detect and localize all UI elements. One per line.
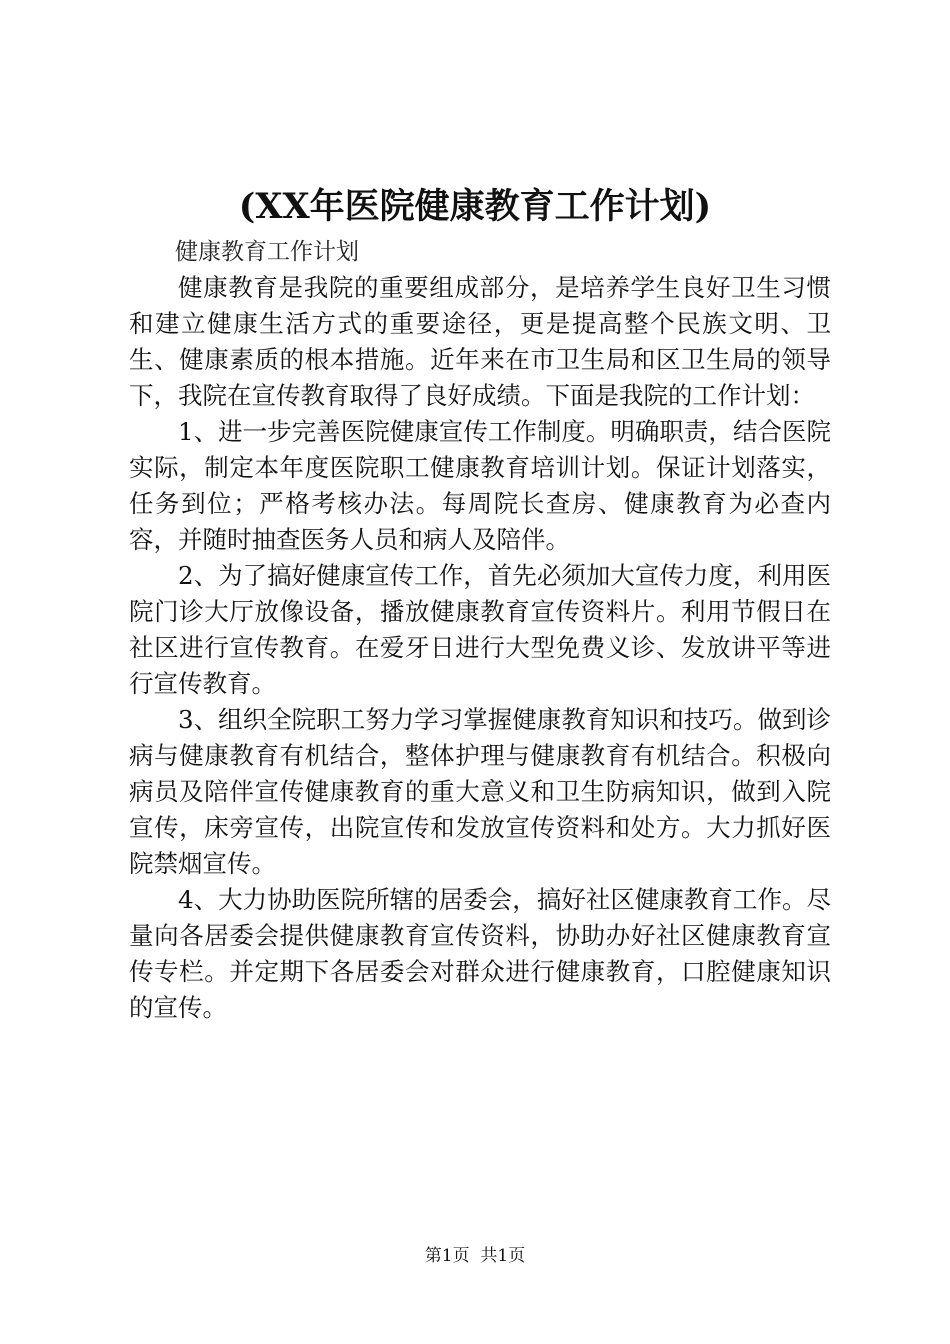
document-body [129,234,831,1026]
page-number-total: 共1页 [480,1246,526,1266]
paragraph-item-1: 1、进一步完善医院健康宣传工作制度。明确职责，结合医院实际，制定本年度医院职工健康教育培训计划。保证计划落实，任务到位；严格考核办法。每周院长查房、健康教育为必查内容，并随时抽查医务人员和病人及陪伴。 [129,417,831,554]
page-number-current: 第1页 [424,1246,470,1266]
paragraph-item-2: 2、为了搞好健康宣传工作，首先必须加大宣传力度，利用医院门诊大厅放像设备，播放健康教育宣传资料片。利用节假日在社区进行宣传教育。在爱牙日进行大型免费义诊、发放讲平等进行宣传教育。 [129,561,831,698]
document-subheading: 健康教育工作计划 [175,239,359,265]
page-footer [0,1244,950,1268]
paragraph-item-4: 4、大力协助医院所辖的居委会，搞好社区健康教育工作。尽量向各居委会提供健康教育宣传资料，协助办好社区健康教育宣传专栏。并定期下各居委会对群众进行健康教育，口腔健康知识的宣传。 [129,885,831,1022]
paragraph-item-3: 3、组织全院职工努力学习掌握健康教育知识和技巧。做到诊病与健康教育有机结合，整体护理与健康教育有机结合。积极向病员及陪伴宣传健康教育的重大意义和卫生防病知识，做到入院宣传，床旁宣传，出院宣传和发放宣传资料和处方。大力抓好医院禁烟宣传。 [129,705,831,878]
footer-separator [470,1246,481,1266]
paragraph-intro: 健康教育是我院的重要组成部分，是培养学生良好卫生习惯和建立健康生活方式的重要途径，更是提高整个民族文明、卫生、健康素质的根本措施。近年来在市卫生局和区卫生局的领导下，我院在宣传教育取得了良好成绩。下面是我院的工作计划： [129,273,831,410]
document-title: (XX年医院健康教育工作计划) [238,186,712,227]
